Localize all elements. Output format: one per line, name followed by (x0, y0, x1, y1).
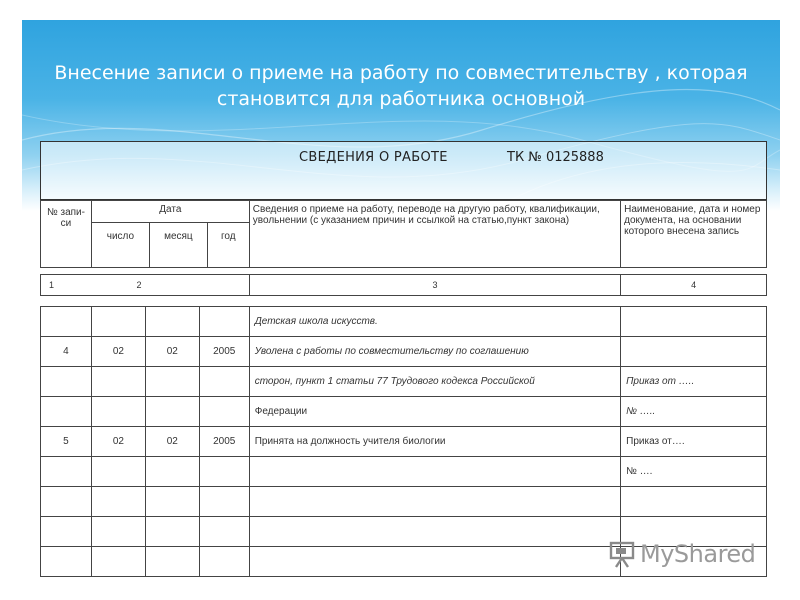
tk-number: ТК № 0125888 (507, 150, 604, 165)
cell-info: Уволена с работы по совместительству по соглашению (249, 337, 620, 367)
records-body (41, 307, 767, 577)
colnum-2: 2 (91, 275, 249, 296)
slide-title: Внесение записи о приеме на работу по совместительству , которая становится для работника основной (54, 62, 748, 110)
cell-record-no: 5 (41, 427, 92, 457)
header-record-no: № запи-си (41, 201, 92, 268)
cell-info: сторон, пункт 1 статьи 77 Трудового кодекса Российской (249, 367, 620, 397)
cell-record-no (41, 397, 92, 427)
cell-document: № …. (621, 457, 767, 487)
cell-day (91, 397, 145, 427)
section-header-box (40, 141, 767, 200)
cell-record-no (41, 307, 92, 337)
cell-day (91, 487, 145, 517)
cell-info (249, 517, 620, 547)
cell-record-no (41, 547, 92, 577)
cell-info: Принята на должность учителя биологии (249, 427, 620, 457)
cell-info (249, 457, 620, 487)
watermark-text: MyShared (640, 540, 756, 568)
cell-day (91, 517, 145, 547)
cell-record-no (41, 517, 92, 547)
colnum-1: 1 (41, 275, 92, 296)
cell-year (199, 367, 249, 397)
cell-document: № ….. (621, 397, 767, 427)
header-document: Наименование, дата и номер документа, на основании которого внесена запись (621, 201, 767, 268)
header-month: месяц (149, 223, 207, 268)
records-table (40, 306, 767, 577)
cell-year (199, 397, 249, 427)
header-date: Дата (91, 201, 249, 223)
cell-year (199, 517, 249, 547)
cell-year (199, 457, 249, 487)
cell-record-no (41, 457, 92, 487)
cell-info (249, 547, 620, 577)
table-row (41, 427, 767, 457)
table-row (41, 397, 767, 427)
cell-day (91, 547, 145, 577)
cell-document (621, 487, 767, 517)
presentation-board-icon (608, 540, 640, 568)
header-table (40, 200, 767, 268)
cell-month (145, 307, 199, 337)
cell-day: 02 (91, 337, 145, 367)
cell-year: 2005 (199, 337, 249, 367)
cell-month: 02 (145, 337, 199, 367)
cell-year (199, 307, 249, 337)
cell-month: 02 (145, 427, 199, 457)
table-row (41, 487, 767, 517)
cell-record-no (41, 487, 92, 517)
cell-record-no: 4 (41, 337, 92, 367)
cell-month (145, 487, 199, 517)
cell-year (199, 547, 249, 577)
cell-day: 02 (91, 427, 145, 457)
cell-month (145, 547, 199, 577)
header-year: год (207, 223, 249, 268)
header-info: Сведения о приеме на работу, переводе на другую работу, квалификации, увольнении (с указанием причин и ссылкой на статью,пункт закона) (249, 201, 620, 268)
cell-record-no (41, 367, 92, 397)
cell-day (91, 367, 145, 397)
cell-info: Федерации (249, 397, 620, 427)
table-row (41, 457, 767, 487)
cell-document (621, 337, 767, 367)
cell-month (145, 457, 199, 487)
cell-month (145, 367, 199, 397)
cell-info (249, 487, 620, 517)
table-row (41, 337, 767, 367)
cell-month (145, 397, 199, 427)
cell-document (621, 307, 767, 337)
cell-day (91, 457, 145, 487)
cell-year (199, 487, 249, 517)
column-numbers-table (40, 274, 767, 296)
cell-year: 2005 (199, 427, 249, 457)
colnum-3: 3 (249, 275, 620, 296)
cell-info: Детская школа искусств. (249, 307, 620, 337)
cell-document: Приказ от…. (621, 427, 767, 457)
table-row (41, 307, 767, 337)
table-row (41, 367, 767, 397)
header-day: число (91, 223, 149, 268)
cell-month (145, 517, 199, 547)
colnum-4: 4 (621, 275, 767, 296)
section-header-label: СВЕДЕНИЯ О РАБОТЕ (299, 150, 448, 165)
cell-document: Приказ от ….. (621, 367, 767, 397)
cell-day (91, 307, 145, 337)
